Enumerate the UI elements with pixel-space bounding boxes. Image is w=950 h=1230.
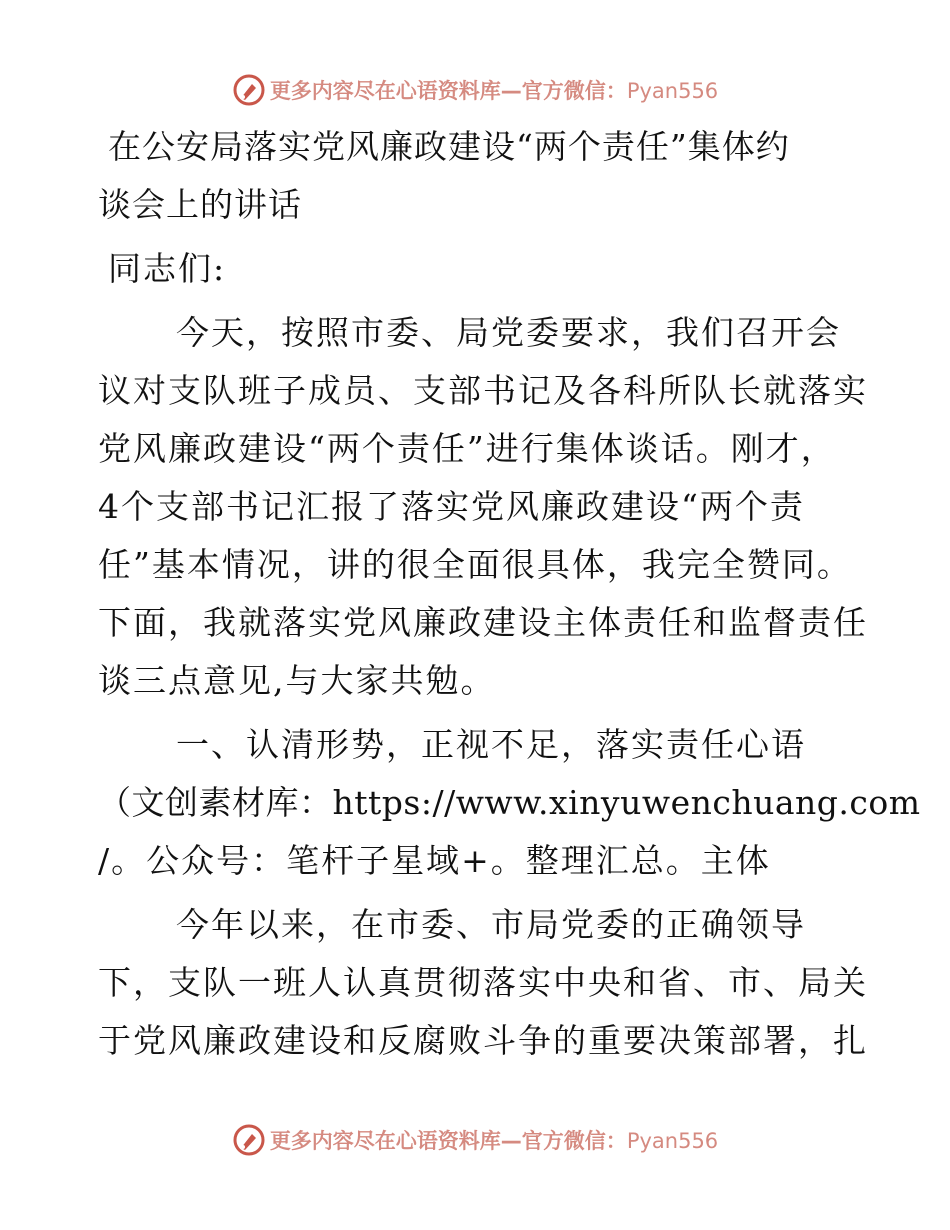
paragraph-2-line-2: 下，支队一班人认真贯彻落实中央和省、市、局关 xyxy=(98,963,868,1002)
document-body xyxy=(98,118,921,1070)
paragraph-1-line-3: 党风廉政建设“两个责任”进行集体谈话。刚才， xyxy=(98,429,836,468)
paragraph-2-line-3: 于党风廉政建设和反腐败斗争的重要决策部署，扎 xyxy=(98,1021,868,1060)
header-wechat-account: Pyan556 xyxy=(626,79,719,103)
footer-wechat-account: Pyan556 xyxy=(626,1129,719,1153)
paragraph-1-line-1: 今天，按照市委、局党委要求，我们召开会 xyxy=(176,313,841,352)
footer-banner xyxy=(0,1120,950,1160)
paragraph-1-line-6: 下面，我就落实党风廉政建设主体责任和监督责任 xyxy=(98,603,868,642)
pen-nib-logo-icon xyxy=(232,1123,266,1157)
paragraph-2-line-1: 今年以来，在市委、市局党委的正确领导 xyxy=(176,905,806,944)
paragraph-1-line-7: 谈三点意见,与大家共勉。 xyxy=(98,661,496,700)
section-1-heading-line-2: （文创素材库：https://www.xinyuwenchuang.com xyxy=(98,783,921,822)
paragraph-1-line-4: 4个支部书记汇报了落实党风廉政建设“两个责 xyxy=(98,487,805,526)
salutation: 同志们: xyxy=(108,249,227,288)
header-banner xyxy=(0,70,950,110)
paragraph-1-line-2: 议对支队班子成员、支部书记及各科所队长就落实 xyxy=(98,371,868,410)
header-banner-text: 更多内容尽在心语资料库—官方微信：Pyan556 xyxy=(269,79,719,103)
section-1-heading-line-3: /。公众号：笔杆子星域+。整理汇总。主体 xyxy=(98,841,771,880)
document-title-line-1: 在公安局落实党风廉政建设“两个责任”集体约 xyxy=(108,127,790,166)
pen-nib-logo-icon xyxy=(232,73,266,107)
footer-banner-text: 更多内容尽在心语资料库—官方微信：Pyan556 xyxy=(269,1129,719,1153)
section-1-heading-line-1: 一、认清形势，正视不足，落实责任心语 xyxy=(176,725,806,764)
document-title-line-2: 谈会上的讲话 xyxy=(98,185,302,224)
paragraph-1-line-5: 任”基本情况，讲的很全面很具体，我完全赞同。 xyxy=(98,545,852,584)
